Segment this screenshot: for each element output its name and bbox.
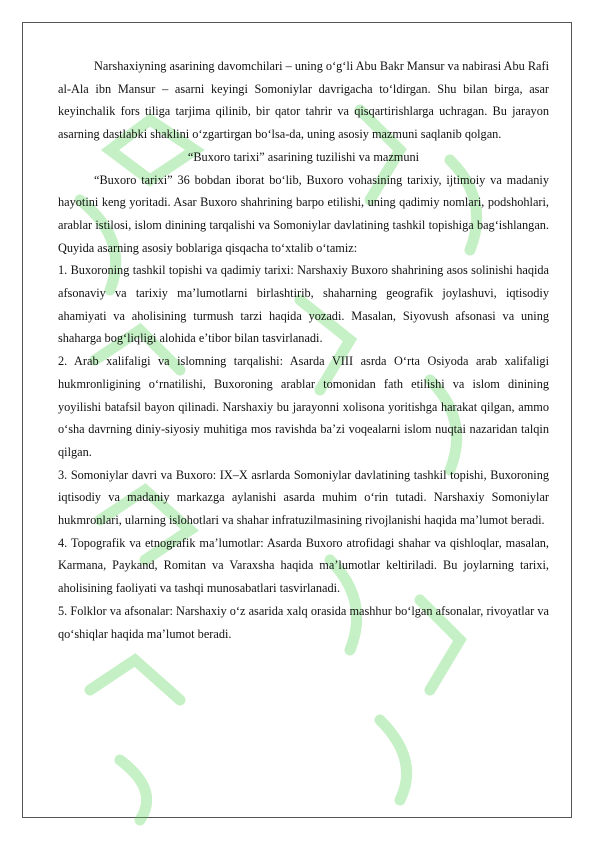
list-item-3: 3. Somoniylar davri va Buxoro: IX–X asrlarda Somoniylar davlatining tashkil topishi, Buxoroning iqtisodiy va madaniy markazga aylanishi asarda muhim o‘rin tutadi. Narshaxiy Somoniylar hukmronlari, ularning islohotlari va shahar infratuzilmasining rivojlanishi haqida ma’lumot beradi. (58, 467, 549, 528)
overview-paragraph: “Buxoro tarixi” 36 bobdan iborat bo‘lib, Buxoro vohasining tarixiy, ijtimoiy va madaniy hayotini keng yoritadi. Asar Buxoro shahrining barpo etilishi, uning qadimiy nomlari, podshohlari, arablar istilosi, islom dinining tarqalishi va Somoniylar davlatining tashkil topishiga bag‘ishlangan. Quyida asarning asosiy boblariga qisqacha to‘xtalib o‘tamiz: (58, 172, 549, 255)
intro-paragraph: Narshaxiyning asarining davomchilari – uning o‘g‘li Abu Bakr Mansur va nabirasi Abu Rafi al-Ala ibn Mansur – asarni keyingi Somoniylar davrigacha to‘ldirgan. Shu bilan birga, asar keyinchalik fors tiliga tarjima qilinib, bir qator tahrir va qisqartirishlarga uchragan. Bu jarayon asarning dastlabki shaklini o‘zgartirgan bo‘lsa-da, uning asosiy mazmuni saqlanib qolgan. (58, 59, 549, 142)
list-item-2: 2. Arab xalifaligi va islomning tarqalishi: Asarda VIII asrda O‘rta Osiyoda arab xalifaligi hukmronligining o‘rnatilishi, Buxoroning arablar tomonidan fath etilishi va islom dinining yoyilishi batafsil bayon qilinadi. Narshaxiy bu jarayonni xolisona yoritishga harakat qilgan, ammo o‘sha davrning diniy-siyosiy muhitiga mos ravishda ba’zi voqealarni islom nuqtai nazaridan talqin qilgan. (58, 354, 549, 459)
document-body (58, 55, 549, 645)
list-item-5: 5. Folklor va afsonalar: Narshaxiy o‘z asarida xalq orasida mashhur bo‘lgan afsonalar, rivoyatlar va qo‘shiqlar haqida ma’lumot beradi. (58, 603, 549, 641)
list-item-1: 1. Buxoroning tashkil topishi va qadimiy tarixi: Narshaxiy Buxoro shahrining asos solinishi haqida afsonaviy va tarixiy ma’lumotlarni birlashtirib, shaharning geografik joylashuvi, iqtisodiy ahamiyati va aholisining turmush tarzi haqida yozadi. Masalan, Siyovush afsonasi va uning shaharga bog‘liqligi alohida e’tibor bilan tasvirlanadi. (58, 263, 549, 346)
section-heading: “Buxoro tarixi” asarining tuzilishi va mazmuni (187, 149, 420, 164)
list-item-4: 4. Topografik va etnografik ma’lumotlar: Asarda Buxoro atrofidagi shahar va qishloqlar, masalan, Karmana, Paykand, Romitan va Varaxsha haqida ma’lumotlar keltiriladi. Bu joylarning tarixi, aholisining faoliyati va tashqi munosabatlari tasvirlanadi. (58, 535, 549, 596)
